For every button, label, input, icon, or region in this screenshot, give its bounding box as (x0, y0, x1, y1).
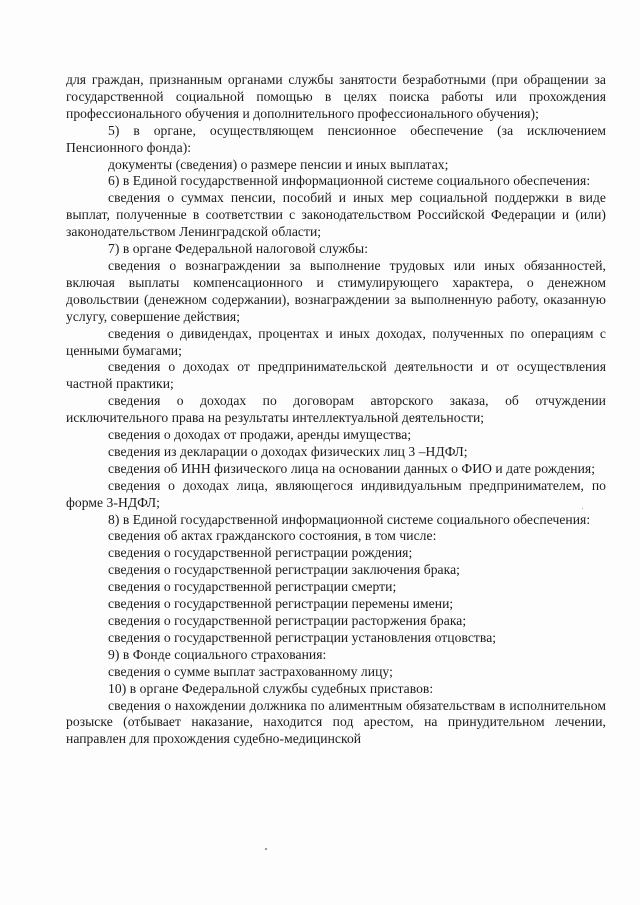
paragraph-inn: сведения об ИНН физического лица на основании данных о ФИО и дате рождения; (108, 460, 596, 476)
paragraph-item-7: 7) в органе Федеральной налоговой службы: (108, 241, 369, 257)
paragraph-property-income: сведения о доходах от продажи, аренды имущества; (108, 427, 412, 443)
paragraph-declaration: сведения из декларации о доходах физических лиц 3 –НДФЛ; (108, 443, 468, 459)
paragraph-debtor-search: сведения о нахождении должника по алиментным обязательствам в исполнительном розыске (отбывает наказание, находится под арестом, на принудительном лечении, направлен для прохождения судебно-медицинской (66, 697, 606, 747)
paragraph-author-contracts: сведения о доходах по договорам авторского заказа, об отчуждении исключительного права на результаты интеллектуальной деятельности; (66, 393, 606, 426)
paragraph-insured-payments: сведения о сумме выплат застрахованному лицу; (108, 663, 393, 679)
paragraph-death-registration: сведения о государственной регистрации смерти; (108, 579, 397, 595)
paragraph-business-income: сведения о доходах от предпринимательской деятельности и от осуществления частной практики; (66, 359, 606, 392)
paragraph-item-6: 6) в Единой государственной информационной системе социального обеспечения: (108, 173, 591, 189)
paragraph-pension-documents: документы (сведения) о размере пенсии и иных выплатах; (108, 156, 449, 172)
paragraph-name-change-registration: сведения о государственной регистрации перемены имени; (108, 596, 454, 612)
scan-speck (582, 508, 583, 509)
paragraph-entrepreneur-income: сведения о доходах лица, являющегося индивидуальным предпринимателем, по форме 3-НДФЛ; (66, 477, 606, 510)
paragraph-item-10: 10) в органе Федеральной службы судебных приставов: (108, 680, 434, 696)
paragraph-item-9: 9) в Фонде социального страхования: (108, 646, 327, 662)
paragraph-remuneration: сведения о вознаграждении за выполнение трудовых или иных обязанностей, включая выплаты компенсационного и стимулирующего характера, о денежном довольствии (денежном содержании), вознаграждении за выполненную работу, оказанную услугу, совершение действия; (66, 257, 606, 324)
paragraph-birth-registration: сведения о государственной регистрации рождения; (108, 545, 413, 561)
scan-speck (265, 848, 267, 850)
paragraph-civil-acts: сведения об актах гражданского состояния, в том числе: (108, 528, 437, 544)
paragraph-pension-amounts: сведения о суммах пенсии, пособий и иных мер социальной поддержки в виде выплат, полученные в соответствии с законодательством Российской Федерации и (или) законодательством Ленинградской области; (66, 190, 606, 240)
paragraph-paternity-registration: сведения о государственной регистрации установления отцовства; (108, 629, 497, 645)
paragraph-unemployed-continuation: для граждан, признанным органами службы занятости безработными (при обращении за государственной социальной помощью в целях поиска работы или прохождения профессионального обучения и дополнительного профессионального обучения); (66, 72, 606, 121)
paragraph-item-8: 8) в Единой государственной информационной системе социального обеспечения: (108, 511, 591, 527)
paragraph-item-5: 5) в органе, осуществляющем пенсионное обеспечение (за исключением Пенсионного фонда): (66, 122, 606, 155)
paragraph-divorce-registration: сведения о государственной регистрации расторжения брака; (108, 613, 467, 628)
paragraph-marriage-registration: сведения о государственной регистрации заключения брака; (108, 562, 460, 578)
document-body (66, 72, 606, 748)
paragraph-dividends: сведения о дивидендах, процентах и иных доходах, полученных по операциям с ценными бумагами; (66, 325, 606, 358)
